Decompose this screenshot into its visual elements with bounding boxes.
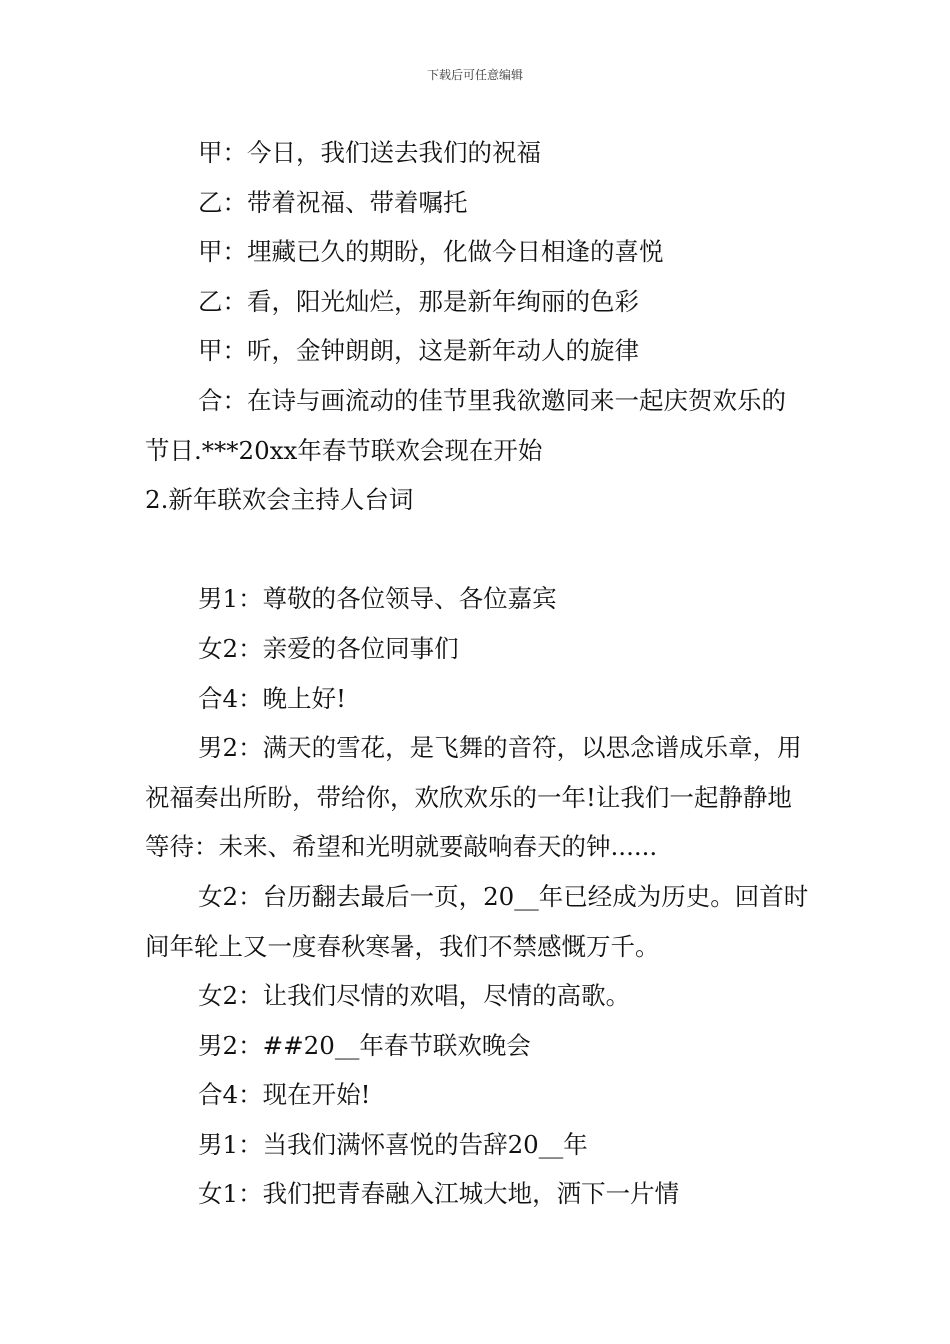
- dialogue-line: 甲：听，金钟朗朗，这是新年动人的旋律: [198, 336, 639, 366]
- dialogue-line: 男1：尊敬的各位领导、各位嘉宾: [198, 584, 557, 614]
- dialogue-line: 女2：亲爱的各位同事们: [198, 633, 459, 663]
- dialogue-line: 女1：我们把青春融入江城大地，洒下一片情: [198, 1179, 680, 1209]
- dialogue-line: 乙：看，阳光灿烂，那是新年绚丽的色彩: [198, 286, 639, 316]
- dialogue-line: 男2：##20__年春节联欢晚会: [198, 1030, 531, 1060]
- dialogue-line: 合4：现在开始!: [198, 1080, 371, 1110]
- dialogue-line: 乙：带着祝福、带着嘱托: [198, 187, 468, 217]
- dialogue-line: 男2：满天的雪花，是飞舞的音符，以思念谱成乐章，用祝福奏出所盼，带给你，欢欣欢乐的一年!让我们一起静静地等待：未来、希望和光明就要敲响春天的钟......: [145, 733, 802, 862]
- dialogue-line: 女2：台历翻去最后一页，20__年已经成为历史。回首时间年轮上又一度春秋寒暑，我们不禁感慨万千。: [145, 881, 809, 961]
- dialogue-line: 合：在诗与画流动的佳节里我欲邀同来一起庆贺欢乐的节日.***20xx年春节联欢会现在开始: [145, 385, 786, 465]
- dialogue-line: 甲：埋藏已久的期盼，化做今日相逢的喜悦: [198, 237, 664, 267]
- header-note: 下载后可任意编辑: [426, 68, 523, 82]
- document-body: [145, 128, 810, 1219]
- dialogue-line: 甲：今日，我们送去我们的祝福: [198, 138, 541, 167]
- dialogue-line: 合4：晚上好!: [198, 683, 346, 713]
- dialogue-line: 女2：让我们尽情的欢唱，尽情的高歌。: [198, 981, 631, 1011]
- section-heading: 2.新年联欢会主持人台词: [145, 485, 414, 515]
- dialogue-line: 男1：当我们满怀喜悦的告辞20__年: [198, 1129, 588, 1159]
- blank-line: [145, 525, 810, 575]
